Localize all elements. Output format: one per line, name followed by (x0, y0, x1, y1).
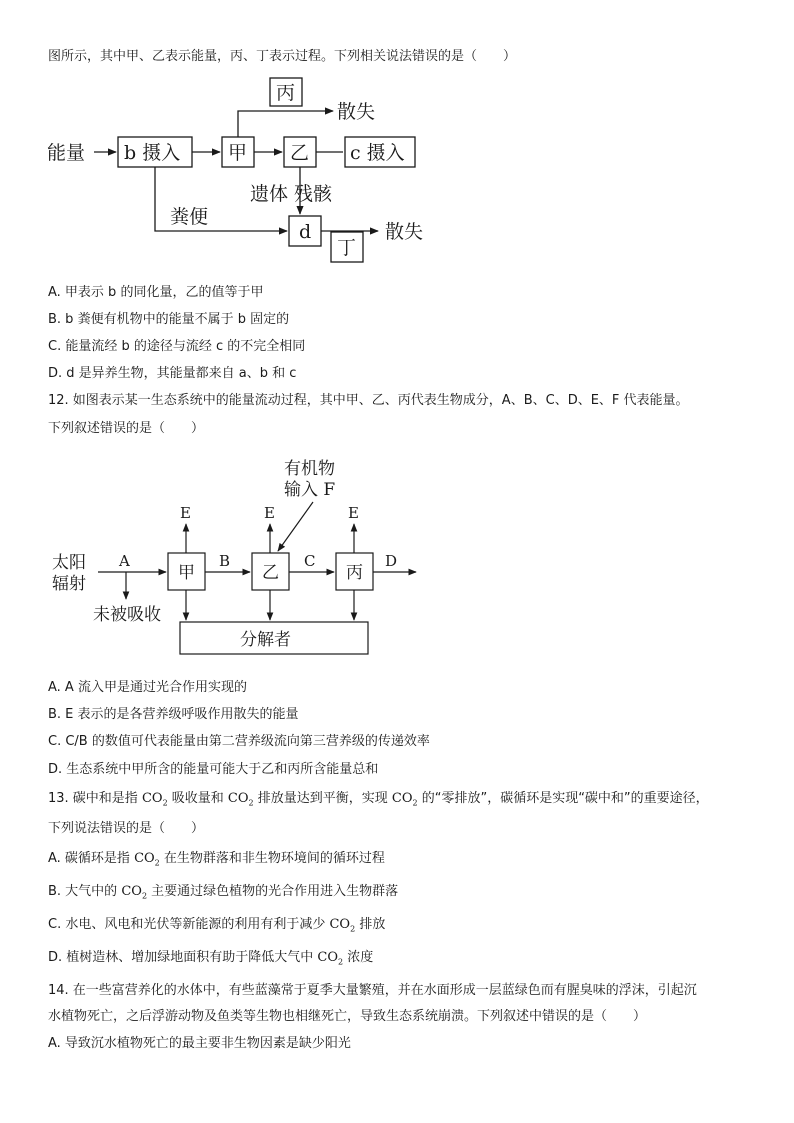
ding-label: 丁 (337, 237, 357, 259)
e-label-1: E (180, 504, 191, 522)
q11-option-b: B. b 粪便有机物中的能量不属于 b 固定的 (48, 312, 290, 327)
q12-option-b: B. E 表示的是各营养级呼吸作用散失的能量 (48, 707, 299, 722)
organic-input-label-2: 输入 F (284, 480, 336, 500)
q12-option-a: A. A 流入甲是通过光合作用实现的 (48, 680, 247, 695)
q13-option-c: C. 水电、风电和光伏等新能源的利用有利于减少 $CO_2$ 排放 (48, 917, 386, 934)
q12-stem-line1: 12. 如图表示某一生态系统中的能量流动过程，其中甲、乙、丙代表生物成分，A、B、C、D、E、F 代表能量。 (48, 393, 689, 408)
energy-label: 能量 (47, 142, 86, 164)
sun-label-2: 辐射 (52, 574, 86, 594)
q13-stem-line2: 下列说法错误的是（ ） (48, 821, 205, 836)
q12-option-c: C. C/B 的数值可代表能量由第二营养级流向第三营养级的传递效率 (48, 734, 430, 749)
q14-stem-line1: 14. 在一些富营养化的水体中，有些蓝藻常于夏季大量繁殖，并在水面形成一层蓝绿色而有腥臭味的浮沫，引起沉 (48, 983, 697, 998)
jia-label: 甲 (228, 142, 248, 164)
organic-input-label-1: 有机物 (284, 459, 335, 479)
b-label: B (219, 552, 231, 570)
q14-stem-line2: 水植物死亡，之后浮游动物及鱼类等生物也相继死亡，导致生态系统崩溃。下列叙述中错误的是（ ） (48, 1009, 647, 1024)
decomposer-label: 分解者 (240, 630, 291, 650)
a-label: A (119, 552, 130, 570)
bing-label: 丙 (276, 82, 296, 104)
yi-label: 乙 (290, 142, 310, 164)
q11-option-d: D. d 是异养生物，其能量都来自 a、b 和 c (48, 366, 297, 381)
sun-label-1: 太阳 (52, 553, 86, 573)
remains-label: 遗体 残骸 (250, 183, 333, 205)
q12-stem-line2: 下列叙述错误的是（ ） (48, 421, 205, 436)
q11-option-c: C. 能量流经 b 的途径与流经 c 的不完全相同 (48, 339, 306, 354)
q13-option-b: B. 大气中的 $CO_2$ 主要通过绿色植物的光合作用进入生物群落 (48, 884, 399, 901)
q13-option-d: D. 植树造林、增加绿地面积有助于降低大气中 $CO_2$ 浓度 (48, 950, 374, 967)
c-intake-label: c 摄入 (350, 142, 405, 164)
q13-option-a: A. 碳循环是指 $CO_2$ 在生物群落和非生物环境间的循环过程 (48, 851, 385, 868)
jia-label: 甲 (178, 563, 195, 583)
yi-label: 乙 (262, 563, 279, 583)
b-intake-label: b 摄入 (124, 142, 181, 164)
q12-option-d: D. 生态系统中甲所含的能量可能大于乙和丙所含能量总和 (48, 762, 379, 777)
e-label-3: E (348, 504, 359, 522)
c-label: C (304, 552, 316, 570)
e-label-2: E (264, 504, 275, 522)
loss-top-label: 散失 (337, 101, 376, 123)
q11-stem: 图所示，其中甲、乙表示能量，丙、丁表示过程。下列相关说法错误的是（ ） (48, 49, 517, 64)
q11-option-a: A. 甲表示 b 的同化量，乙的值等于甲 (48, 285, 264, 300)
d-label: d (299, 221, 312, 243)
not-absorbed-label: 未被吸收 (93, 605, 161, 625)
q14-option-a: A. 导致沉水植物死亡的最主要非生物因素是缺少阳光 (48, 1036, 351, 1051)
q13-stem-line1: 13. 碳中和是指 $CO_2$ 吸收量和 $CO_2$ 排放量达到平衡，实现 $CO_2$ 的“零排放”，碳循环是实现“碳中和”的重要途径， (48, 791, 709, 808)
d-label: D (385, 552, 398, 570)
loss-bottom-label: 散失 (385, 221, 424, 243)
feces-label: 粪便 (170, 206, 209, 228)
bing-label: 丙 (346, 563, 363, 583)
